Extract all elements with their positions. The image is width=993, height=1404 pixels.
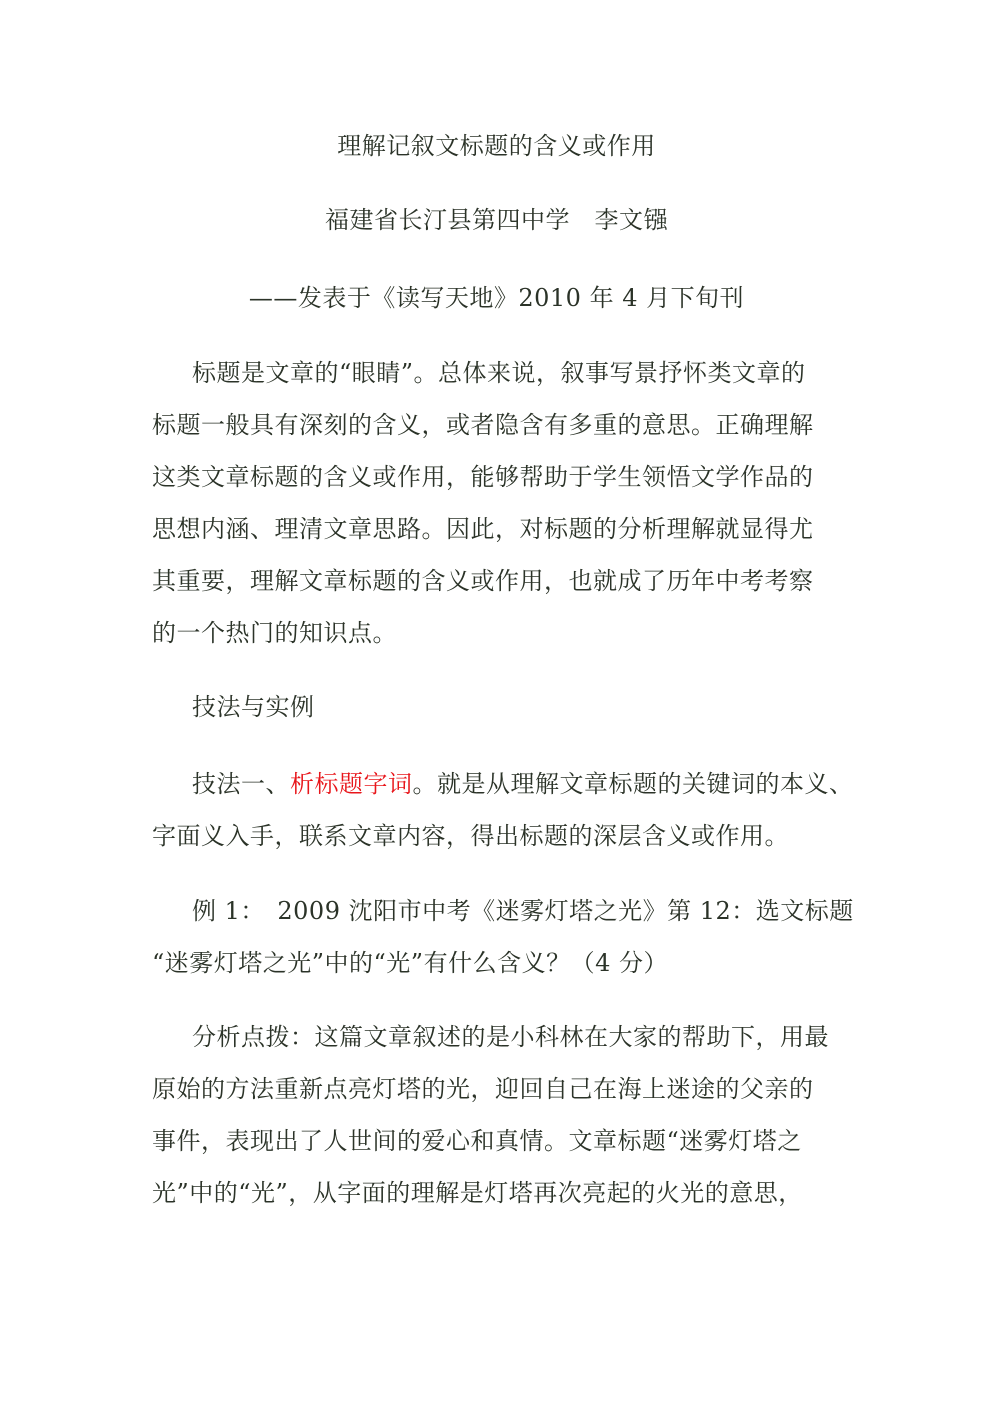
technique-line: 字面义入手，联系文章内容，得出标题的深层含义或作用。 (152, 822, 789, 850)
technique-rest: 。就是从理解文章标题的关键词的本义、 (412, 770, 854, 798)
paragraph-line: 其重要，理解文章标题的含义或作用，也就成了历年中考考察 (152, 567, 814, 595)
publication-line: ——发表于《读写天地》2010 年 4 月下旬刊 (248, 284, 745, 312)
analysis-line: 光”中的“光”，从字面的理解是灯塔再次亮起的火光的意思， (152, 1179, 803, 1207)
analysis-line: 分析点拨：这篇文章叙述的是小科林在大家的帮助下，用最 (192, 1023, 829, 1051)
paragraph-line: 思想内涵、理清文章思路。因此，对标题的分析理解就显得尤 (152, 515, 814, 543)
paragraph-line: 这类文章标题的含义或作用，能够帮助于学生领悟文学作品的 (152, 463, 814, 491)
analysis-line: 原始的方法重新点亮灯塔的光，迎回自己在海上迷途的父亲的 (152, 1075, 814, 1103)
technique-highlight: 析标题字词 (290, 770, 413, 798)
technique-prefix: 技法一、 (192, 770, 290, 798)
author-line: 福建省长汀县第四中学 李文镪 (325, 206, 668, 234)
paragraph-line: 标题一般具有深刻的含义，或者隐含有多重的意思。正确理解 (152, 411, 814, 439)
example-line: “迷雾灯塔之光”中的“光”有什么含义？（4 分） (152, 949, 668, 977)
document-title: 理解记叙文标题的含义或作用 (337, 132, 656, 160)
technique-line (192, 769, 854, 799)
paragraph-line: 的一个热门的知识点。 (152, 619, 397, 647)
paragraph-line: 标题是文章的“眼睛”。总体来说，叙事写景抒怀类文章的 (192, 359, 806, 387)
example-line: 例 1： 2009 沈阳市中考《迷雾灯塔之光》第 12：选文标题 (192, 897, 854, 925)
analysis-line: 事件，表现出了人世间的爱心和真情。文章标题“迷雾灯塔之 (152, 1127, 802, 1155)
section-heading: 技法与实例 (192, 693, 315, 721)
